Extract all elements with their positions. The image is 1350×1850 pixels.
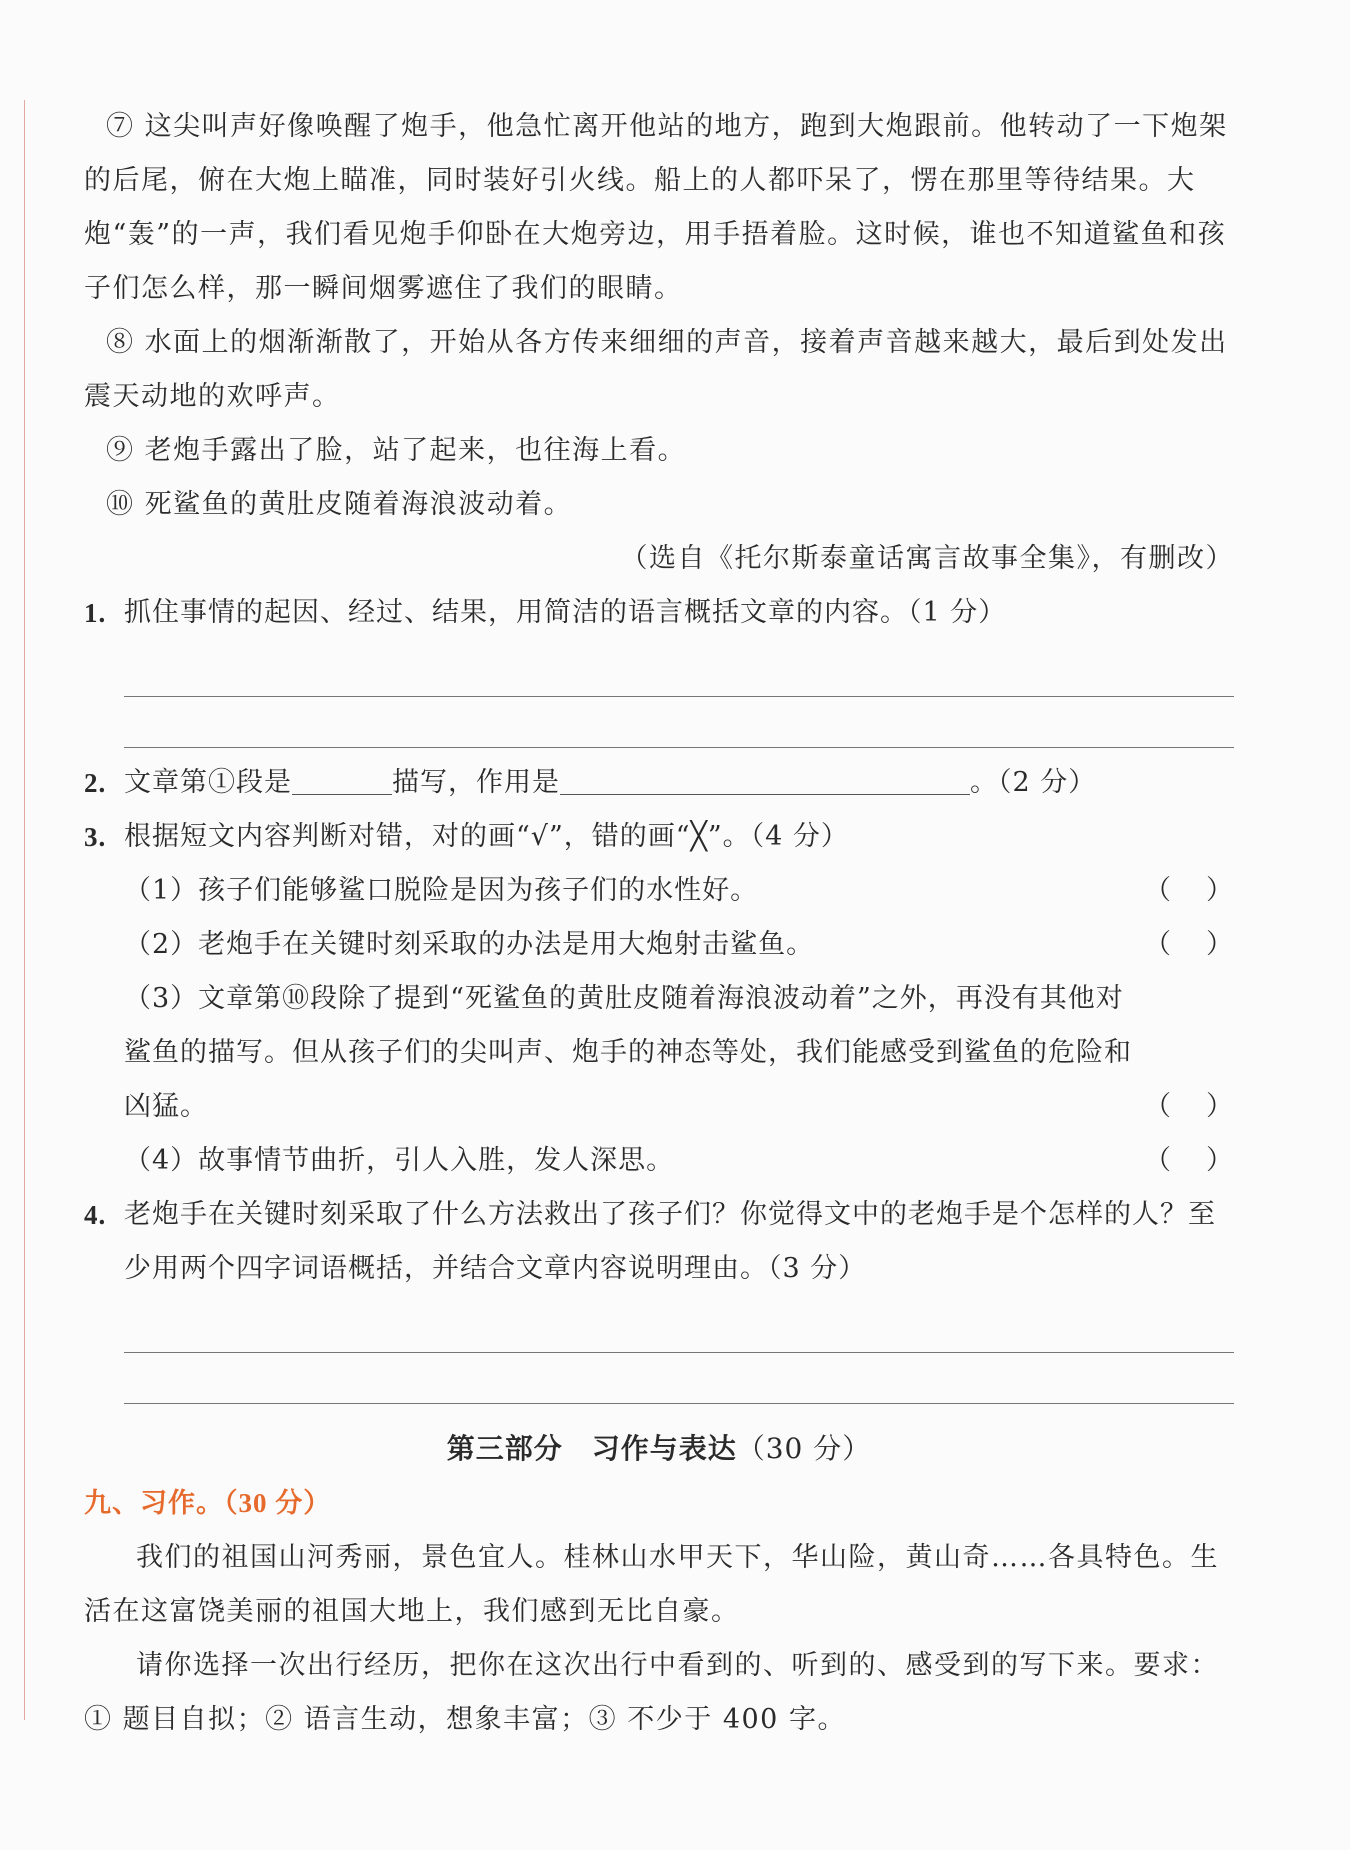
story-paragraph-9: ⑨ 老炮手露出了脸，站了起来，也往海上看。 — [106, 435, 687, 466]
q3-item-4-answer-box[interactable]: （ ） — [1144, 1145, 1234, 1176]
q3-item-4 — [84, 1134, 1234, 1188]
margin-rule — [24, 100, 25, 1720]
q1-answer-line-1[interactable] — [124, 666, 1234, 697]
question-2-text-a: 文章第①段是 — [124, 767, 292, 798]
question-4-text: 老炮手在关键时刻采取了什么方法救出了孩子们？你觉得文中的老炮手是个怎样的人？至少用两个四字词语概括，并结合文章内容说明理由。（3 分） — [124, 1199, 1216, 1284]
q3-item-3-answer-box[interactable]: （ ） — [1144, 1091, 1234, 1122]
q1-answer-line-2[interactable] — [124, 717, 1234, 748]
question-1-number: 1. — [84, 598, 107, 628]
question-2 — [84, 756, 1234, 810]
q4-answer-line-1[interactable] — [124, 1322, 1234, 1353]
q3-item-1 — [84, 864, 1234, 918]
writing-intro-paragraph: 我们的祖国山河秀丽，景色宜人。桂林山水甲天下，华山险，黄山奇……各具特色。生活在这富饶美丽的祖国大地上，我们感到无比自豪。 — [84, 1542, 1219, 1627]
q2-blank-2[interactable] — [560, 766, 970, 795]
section-9-heading — [84, 1476, 1234, 1531]
section-9-points: （30 分） — [224, 1488, 332, 1518]
q4-answer-line-2[interactable] — [124, 1373, 1234, 1404]
question-2-text-b: 描写，作用是 — [392, 767, 560, 798]
part-3-heading — [84, 1422, 1234, 1476]
question-2-number: 2. — [84, 768, 107, 798]
q3-item-3-text: （3）文章第⑩段除了提到“死鲨鱼的黄肚皮随着海浪波动着”之外，再没有其他对鲨鱼的描写。但从孩子们的尖叫声、炮手的神态等处，我们能感受到鲨鱼的危险和凶猛。 — [124, 983, 1132, 1122]
part-3-title: 第三部分 习作与表达 — [446, 1432, 737, 1465]
q3-item-2 — [84, 918, 1234, 972]
story-source: （选自《托尔斯泰童话寓言故事全集》，有删改） — [620, 543, 1234, 574]
question-3-number: 3. — [84, 822, 107, 852]
page-content — [84, 100, 1234, 1747]
question-4-number: 4. — [84, 1200, 107, 1230]
section-9-title: 九、习作。 — [84, 1488, 224, 1519]
question-3 — [84, 810, 1234, 864]
question-2-text-c: 。（2 分） — [970, 767, 1097, 798]
q3-item-4-text: （4）故事情节曲折，引人入胜，发人深思。 — [124, 1145, 675, 1176]
q3-item-2-answer-box[interactable]: （ ） — [1144, 929, 1234, 960]
question-1-text: 抓住事情的起因、经过、结果，用简洁的语言概括文章的内容。（1 分） — [124, 597, 1007, 628]
story-paragraph-10: ⑩ 死鲨鱼的黄肚皮随着海浪波动着。 — [106, 489, 573, 520]
question-3-text: 根据短文内容判断对错，对的画“√”，错的画“╳”。（4 分） — [124, 821, 849, 852]
story-paragraph-8: ⑧ 水面上的烟渐渐散了，开始从各方传来细细的声音，接着声音越来越大，最后到处发出震天动地的欢呼声。 — [84, 327, 1228, 412]
writing-requirement-paragraph: 请你选择一次出行经历，把你在这次出行中看到的、听到的、感受到的写下来。要求：① 题目自拟；② 语言生动，想象丰富；③ 不少于 400 字。 — [84, 1650, 1219, 1735]
question-1 — [84, 586, 1234, 640]
question-4 — [84, 1188, 1234, 1296]
q3-item-2-text: （2）老炮手在关键时刻采取的办法是用大炮射击鲨鱼。 — [124, 929, 815, 960]
q3-item-3 — [84, 972, 1234, 1134]
q3-item-1-answer-box[interactable]: （ ） — [1144, 875, 1234, 906]
q3-item-1-text: （1）孩子们能够鲨口脱险是因为孩子们的水性好。 — [124, 875, 759, 906]
part-3-points: （30 分） — [736, 1432, 872, 1465]
q2-blank-1[interactable] — [292, 766, 392, 795]
story-paragraph-7: ⑦ 这尖叫声好像唤醒了炮手，他急忙离开他站的地方，跑到大炮跟前。他转动了一下炮架的后尾，俯在大炮上瞄准，同时装好引火线。船上的人都吓呆了，愣在那里等待结果。大炮“轰”的一声，我们看见炮手仰卧在大炮旁边，用手捂着脸。这时候，谁也不知道鲨鱼和孩子们怎么样，那一瞬间烟雾遮住了我们的眼睛。 — [84, 111, 1228, 304]
